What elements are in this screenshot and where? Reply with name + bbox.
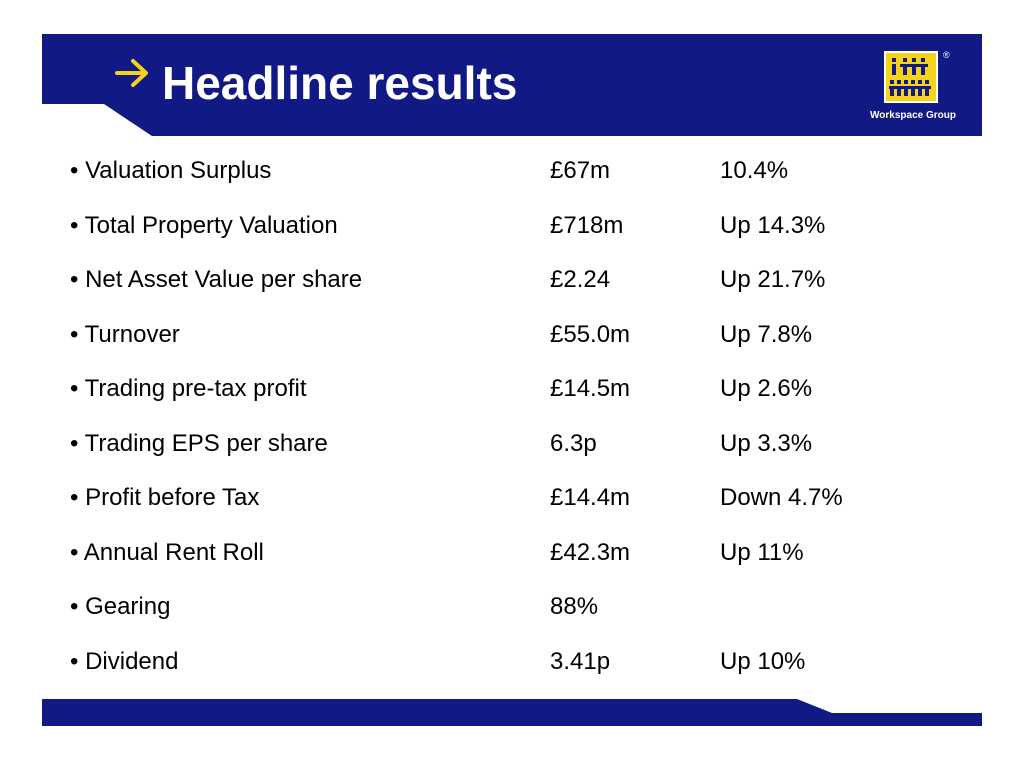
arrow-right-icon — [113, 56, 153, 90]
result-row — [70, 152, 970, 207]
result-label: • Profit before Tax — [70, 484, 260, 511]
result-label: • Valuation Surplus — [70, 157, 272, 184]
result-value: £2.24 — [550, 266, 611, 293]
result-row — [70, 643, 970, 698]
result-value: £14.4m — [550, 484, 631, 511]
page-title: Headline results — [162, 57, 518, 109]
result-change: Up 10% — [720, 647, 806, 675]
results-list — [70, 152, 970, 697]
result-label: • Total Property Valuation — [70, 211, 338, 239]
result-value: £55.0m — [550, 320, 631, 348]
workspace-group-logo-icon — [884, 51, 938, 103]
result-value: £718m — [550, 211, 624, 239]
result-label: • Dividend — [70, 647, 179, 675]
registered-mark: ® — [943, 50, 950, 60]
result-row — [70, 370, 970, 425]
result-change: Up 3.3% — [720, 429, 813, 457]
logo-text: Workspace Group — [870, 110, 956, 121]
result-change: Up 7.8% — [720, 320, 813, 348]
result-value: 6.3p — [550, 429, 597, 457]
result-change: 10.4% — [720, 157, 789, 184]
result-change: Down 4.7% — [720, 484, 843, 511]
result-value: £42.3m — [550, 538, 631, 566]
result-row — [70, 588, 970, 643]
result-change: Up 2.6% — [720, 375, 813, 402]
result-change: Up 11% — [720, 538, 804, 566]
result-label: • Net Asset Value per share — [70, 266, 363, 293]
result-label: • Trading pre-tax profit — [70, 375, 307, 402]
result-label: • Trading EPS per share — [70, 429, 328, 457]
result-row — [70, 534, 970, 589]
result-label: • Annual Rent Roll — [70, 538, 264, 566]
company-logo — [867, 48, 959, 126]
result-value: £67m — [550, 157, 611, 184]
result-row — [70, 261, 970, 316]
result-value: 3.41p — [550, 647, 611, 675]
result-change: Up 21.7% — [720, 266, 826, 293]
result-row — [70, 425, 970, 480]
result-row — [70, 479, 970, 534]
result-value: 88% — [550, 593, 599, 620]
footer-band — [42, 699, 982, 726]
result-label: • Gearing — [70, 593, 171, 620]
result-row — [70, 207, 970, 262]
result-row — [70, 316, 970, 371]
result-change: Up 14.3% — [720, 211, 826, 239]
result-value: £14.5m — [550, 375, 631, 402]
result-label: • Turnover — [70, 320, 180, 348]
